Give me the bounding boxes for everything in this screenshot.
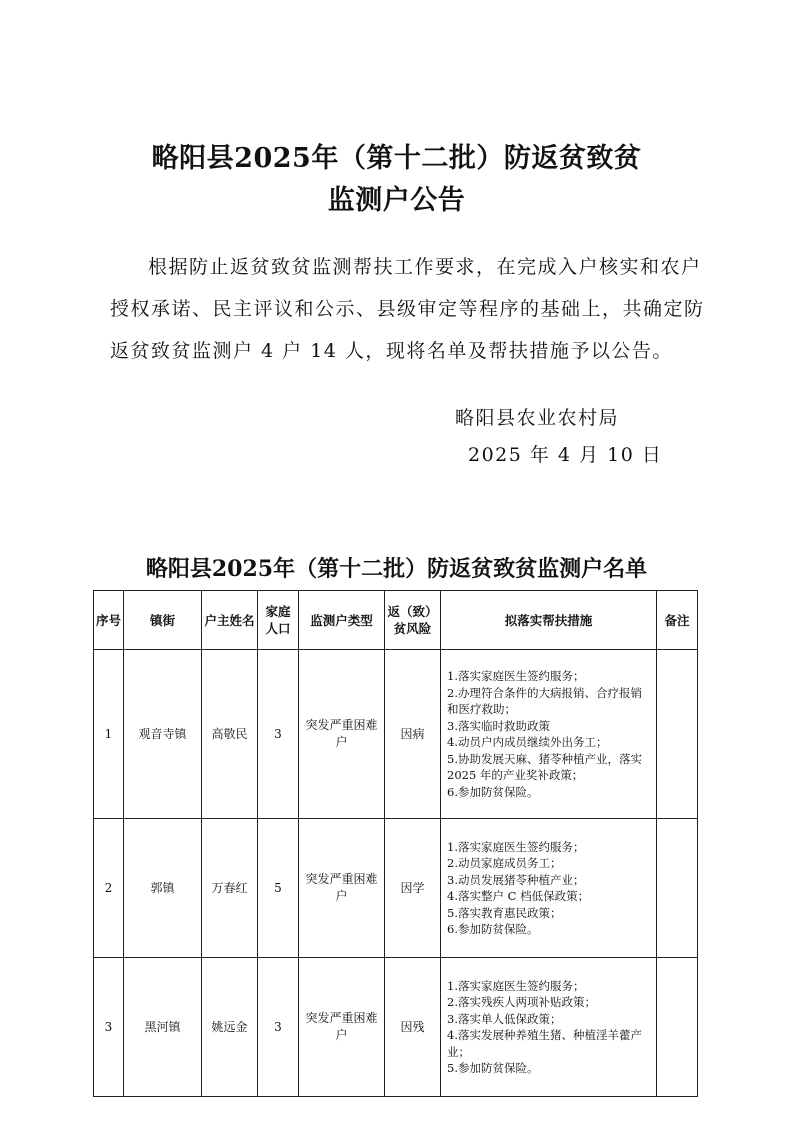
measure-item: 3.落实临时救助政策	[447, 718, 550, 733]
measure-item: 6.参加防贫保险。	[447, 922, 539, 936]
cell-measures	[441, 819, 657, 958]
issue-date: 2025 年 4 月 10 日	[468, 444, 663, 466]
measure-item: 2.动员家庭成员务工；	[447, 856, 562, 870]
cell-population: 5	[258, 819, 299, 958]
cell-name: 高敬民	[202, 650, 258, 819]
measure-item: 2.办理符合条件的大病报销、合疗报销和医疗救助；	[447, 685, 642, 716]
measure-item: 4.动员户内成员继续外出务工；	[447, 735, 608, 749]
cell-measures	[441, 958, 657, 1097]
table-row	[94, 650, 698, 819]
cell-no: 1	[94, 650, 124, 819]
cell-remark	[657, 819, 698, 958]
issuing-organization: 略阳县农业农村局	[455, 407, 620, 429]
header-measures: 拟落实帮扶措施	[441, 591, 657, 650]
monitoring-household-table	[93, 590, 698, 1097]
cell-no: 2	[94, 819, 124, 958]
cell-town: 郭镇	[124, 819, 202, 958]
table-row	[94, 819, 698, 958]
notice-line: 返贫致贫监测户 4 户 14 人，现将名单及帮扶措施予以公告。	[110, 340, 673, 362]
measure-item: 3.动员发展猪苓种植产业；	[447, 872, 585, 887]
table-row	[94, 958, 698, 1097]
notice-line: 授权承诺、民主评议和公示、县级审定等程序的基础上，共确定防	[110, 298, 705, 320]
cell-remark	[657, 958, 698, 1097]
cell-type: 突发严重困难户	[299, 650, 385, 819]
cell-type: 突发严重困难户	[299, 819, 385, 958]
cell-population: 3	[258, 958, 299, 1097]
cell-name: 万春红	[202, 819, 258, 958]
measure-item: 1.落实家庭医生签约服务；	[447, 839, 585, 854]
cell-population: 3	[258, 650, 299, 819]
header-no: 序号	[94, 591, 124, 650]
cell-town: 黑河镇	[124, 958, 202, 1097]
cell-risk: 因病	[385, 650, 441, 819]
page-title: 略阳县2025年（第十二批）防返贫致贫	[151, 143, 642, 174]
header-name: 户主姓名	[202, 591, 258, 650]
measure-item: 5.参加防贫保险。	[447, 1061, 539, 1075]
header-population: 家庭人口	[258, 591, 299, 650]
header-risk: 返（致）贫风险	[385, 591, 441, 650]
cell-remark	[657, 650, 698, 819]
cell-no: 3	[94, 958, 124, 1097]
measure-item: 6.参加防贫保险。	[447, 784, 539, 799]
measure-item: 5.协助发展天麻、猪苓种植产业，落实 2025 年的产业奖补政策；	[447, 751, 642, 782]
measure-item: 4.落实发展种养殖生猪、种植淫羊藿产业；	[447, 1028, 642, 1059]
measure-item: 1.落实家庭医生签约服务；	[447, 978, 585, 993]
header-type: 监测户类型	[299, 591, 385, 650]
notice-line: 根据防止返贫致贫监测帮扶工作要求，在完成入户核实和农户	[148, 256, 702, 278]
measure-item: 5.落实教育惠民政策；	[447, 905, 562, 920]
table-header-row	[94, 591, 698, 650]
cell-town: 观音寺镇	[124, 650, 202, 819]
header-remark: 备注	[657, 591, 698, 650]
cell-risk: 因学	[385, 819, 441, 958]
header-town: 镇街	[124, 591, 202, 650]
page-title-line2: 监测户公告	[327, 185, 466, 216]
measure-item: 2.落实残疾人两项补贴政策；	[447, 995, 596, 1009]
measure-item: 3.落实单人低保政策；	[447, 1011, 562, 1026]
cell-risk: 因残	[385, 958, 441, 1097]
measure-item: 1.落实家庭医生签约服务；	[447, 669, 585, 683]
list-title: 略阳县2025年（第十二批）防返贫致贫监测户名单	[145, 556, 648, 582]
cell-name: 姚远金	[202, 958, 258, 1097]
measure-item: 4.落实整户 C 档低保政策；	[447, 889, 590, 903]
notice-paragraph	[110, 246, 710, 372]
cell-measures	[441, 650, 657, 819]
cell-type: 突发严重困难户	[299, 958, 385, 1097]
